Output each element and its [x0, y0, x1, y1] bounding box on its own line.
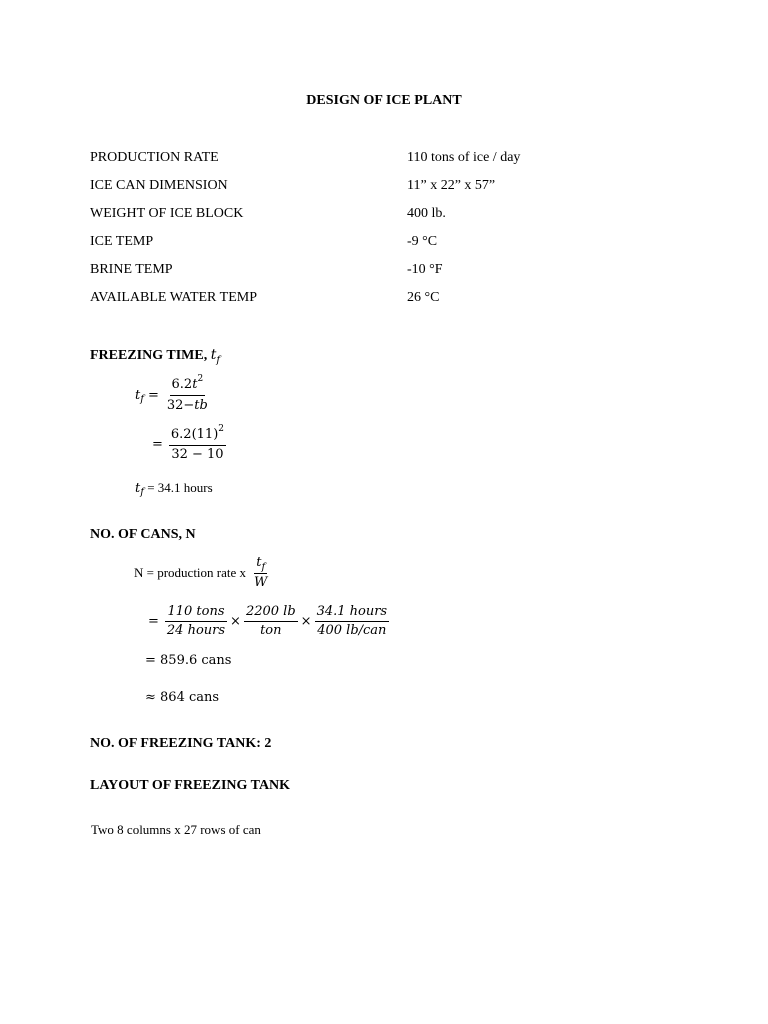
layout-heading: LAYOUT OF FREEZING TANK: [90, 778, 291, 793]
cans-formula: [134, 554, 271, 591]
cans-calculation: [144, 604, 391, 639]
document-title: DESIGN OF ICE PLANT: [306, 93, 462, 108]
eq1-fraction: [165, 376, 210, 414]
spec-label-water-temp: AVAILABLE WATER TEMP: [90, 290, 257, 305]
freezing-time-substitution: [148, 426, 228, 463]
eq1-num-exp: 2: [197, 374, 204, 384]
calc-f1-num: 110 tons: [165, 604, 226, 622]
freezing-time-heading-var: t: [210, 347, 217, 363]
freezing-time-heading-text: FREEZING TIME,: [90, 348, 208, 363]
spec-label-ice-block-weight: WEIGHT OF ICE BLOCK: [90, 206, 244, 221]
freezing-time-heading-sub: f: [216, 355, 221, 366]
spec-value-production-rate: 110 tons of ice / day: [407, 150, 521, 165]
spec-value-water-temp: 26 °C: [407, 290, 440, 305]
cans-heading: NO. OF CANS, N: [90, 527, 196, 542]
spec-value-ice-block-weight: 400 lb.: [407, 206, 446, 221]
spec-value-ice-can-dimension: 11” x 22” x 57”: [407, 178, 496, 193]
eq1-num-var: t: [192, 377, 198, 392]
eq2-equals: =: [152, 437, 163, 452]
eq1-lhs-var: t: [135, 387, 141, 403]
calc-fraction-1: [165, 604, 227, 639]
calc-fraction-2: [244, 604, 298, 639]
freezing-time-heading: [90, 347, 220, 364]
result-text: = 34.1 hours: [143, 480, 213, 495]
eq2-den: 32 − 10: [171, 447, 224, 462]
spec-value-ice-temp: -9 °C: [407, 234, 438, 249]
calc-times-2: ×: [300, 614, 312, 629]
cans-result-exact: = 859.6 cans: [145, 653, 232, 668]
eq2-fraction: [169, 426, 226, 463]
calc-f2-den: ton: [260, 623, 282, 638]
spec-value-brine-temp: -10 °F: [407, 262, 443, 277]
calc-f3-num: 34.1 hours: [315, 604, 390, 622]
cans-result-rounded: ≈ 864 cans: [145, 690, 220, 705]
calc-fraction-3: [315, 604, 390, 639]
spec-label-brine-temp: BRINE TEMP: [90, 262, 173, 277]
eq1-equals: =: [147, 387, 159, 403]
cans-formula-num-var: t: [256, 555, 262, 570]
freezing-time-result: [135, 480, 213, 496]
calc-f2-num: 2200 lb: [244, 604, 298, 622]
spec-label-production-rate: PRODUCTION RATE: [90, 150, 219, 165]
cans-formula-fraction: [252, 554, 269, 591]
freezing-tank-heading: NO. OF FREEZING TANK: 2: [90, 736, 272, 751]
spec-label-ice-can-dimension: ICE CAN DIMENSION: [90, 178, 228, 193]
freezing-time-formula: [135, 376, 212, 414]
eq1-den-var: tb: [194, 398, 208, 413]
eq1-num-coef: 6.2: [171, 377, 193, 392]
eq1-lhs-sub: f: [140, 393, 144, 405]
calc-equals: =: [148, 614, 159, 629]
eq2-num-exp: 2: [218, 424, 225, 434]
cans-formula-den: W: [254, 575, 268, 590]
cans-formula-text: N = production rate x: [134, 564, 247, 580]
eq1-den-a: 32: [166, 398, 184, 413]
calc-f1-den: 24 hours: [166, 623, 226, 638]
calc-f3-den: 400 lb/can: [317, 623, 387, 638]
result-sub: f: [140, 486, 144, 498]
eq1-den-minus: −: [183, 398, 195, 413]
eq2-num-coef: 6.2(11): [170, 427, 219, 442]
layout-text: Two 8 columns x 27 rows of can: [91, 822, 261, 837]
calc-times-1: ×: [230, 614, 241, 629]
spec-label-ice-temp: ICE TEMP: [90, 234, 154, 249]
result-var: t: [135, 480, 141, 496]
cans-formula-num-sub: f: [261, 562, 266, 573]
